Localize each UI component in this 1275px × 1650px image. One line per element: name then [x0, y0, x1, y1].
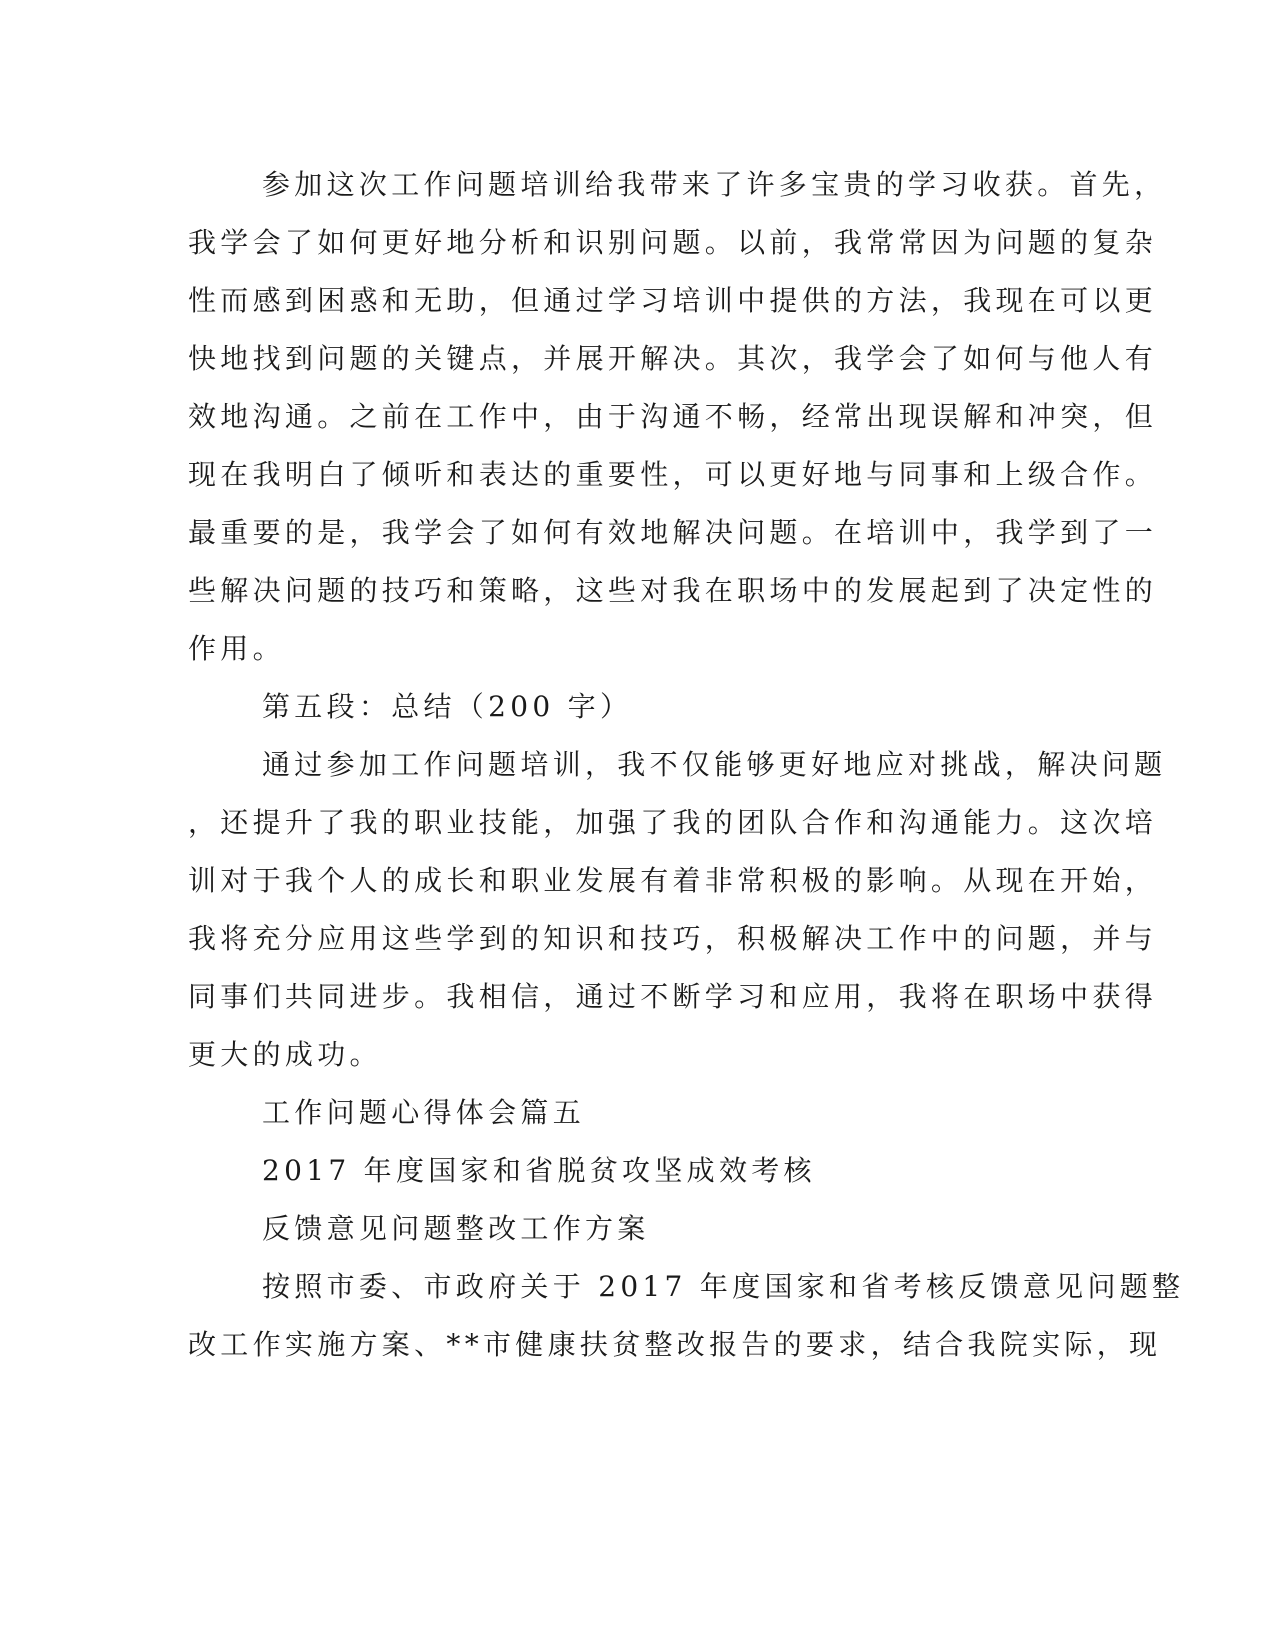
paragraph-line: ，还提升了我的职业技能，加强了我的团队合作和沟通能力。这次培: [188, 806, 1158, 839]
paragraph-line: 作用。: [188, 632, 285, 665]
paragraph-line: 按照市委、市政府关于 2017 年度国家和省考核反馈意见问题整: [262, 1270, 1185, 1303]
paragraph-line: 通过参加工作问题培训，我不仅能够更好地应对挑战，解决问题: [262, 748, 1167, 781]
paragraph-line: 最重要的是，我学会了如何有效地解决问题。在培训中，我学到了一: [188, 516, 1158, 549]
paragraph-line: 快地找到问题的关键点，并展开解决。其次，我学会了如何与他人有: [188, 342, 1158, 375]
paragraph-line: 我学会了如何更好地分析和识别问题。以前，我常常因为问题的复杂: [188, 226, 1158, 259]
document-title-line: 2017 年度国家和省脱贫攻坚成效考核: [262, 1154, 816, 1187]
paragraph-line: 参加这次工作问题培训给我带来了许多宝贵的学习收获。首先，: [262, 168, 1167, 201]
paragraph-line: 训对于我个人的成长和职业发展有着非常积极的影响。从现在开始，: [188, 864, 1158, 897]
paragraph-line: 同事们共同进步。我相信，通过不断学习和应用，我将在职场中获得: [188, 980, 1158, 1013]
section-heading: 工作问题心得体会篇五: [262, 1096, 586, 1129]
paragraph-line: 性而感到困惑和无助，但通过学习培训中提供的方法，我现在可以更: [188, 284, 1158, 317]
paragraph-line: 我将充分应用这些学到的知识和技巧，积极解决工作中的问题，并与: [188, 922, 1158, 955]
document-title-line: 反馈意见问题整改工作方案: [262, 1212, 650, 1245]
paragraph-line: 现在我明白了倾听和表达的重要性，可以更好地与同事和上级合作。: [188, 458, 1158, 491]
paragraph-line: 改工作实施方案、**市健康扶贫整改报告的要求，结合我院实际，现: [188, 1328, 1162, 1361]
paragraph-line: 更大的成功。: [188, 1038, 382, 1071]
section-heading: 第五段：总结（200 字）: [262, 690, 633, 723]
paragraph-line: 效地沟通。之前在工作中，由于沟通不畅，经常出现误解和冲突，但: [188, 400, 1158, 433]
paragraph-line: 些解决问题的技巧和策略，这些对我在职场中的发展起到了决定性的: [188, 574, 1158, 607]
